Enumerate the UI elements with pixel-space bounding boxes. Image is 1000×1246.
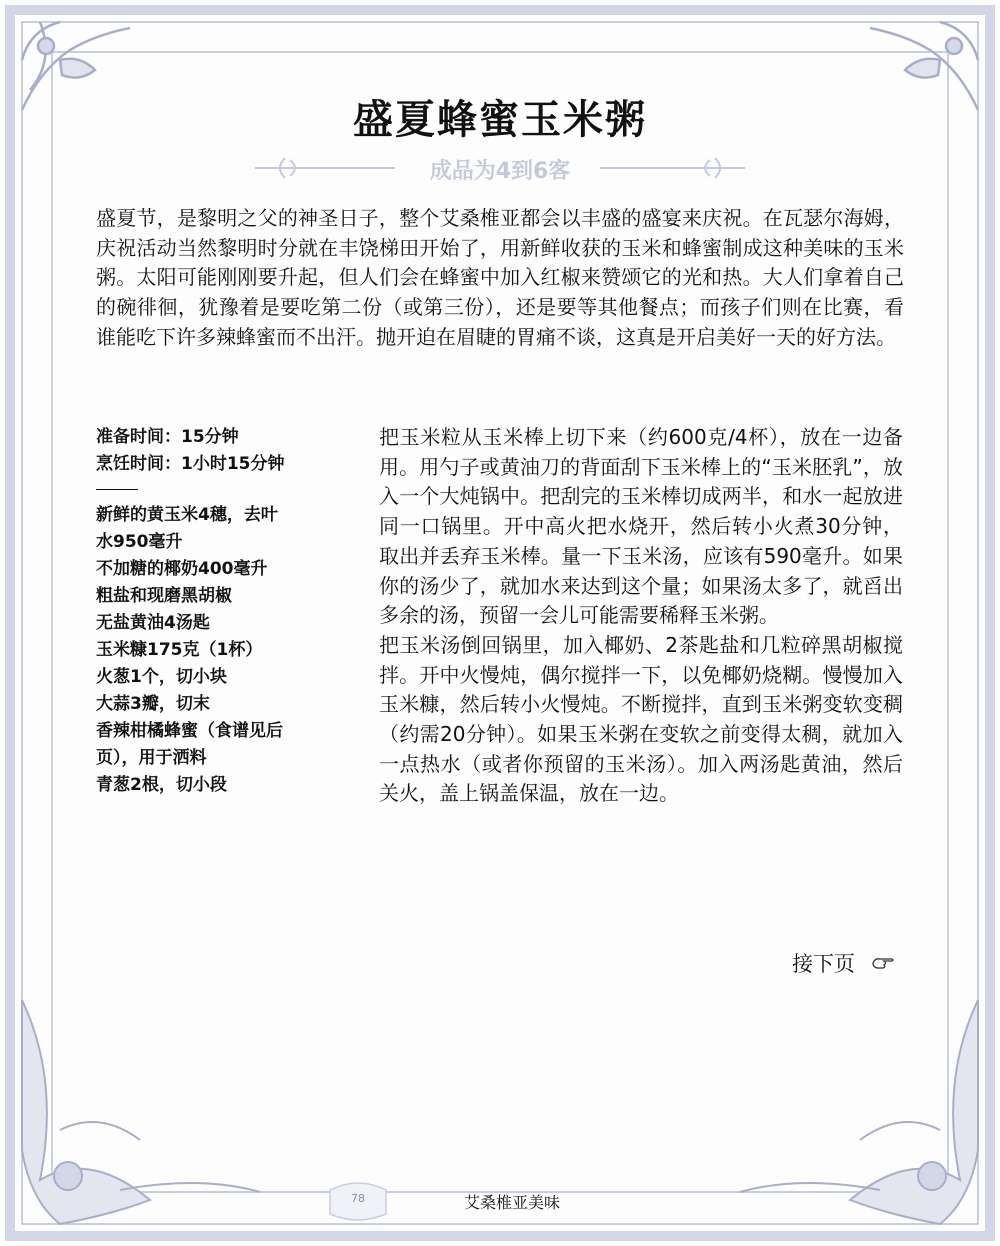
ingredient-item: 水950毫升 xyxy=(96,532,183,552)
book-title-footer: 艾桑椎亚美味 xyxy=(463,1193,560,1212)
ingredient-item: 玉米糠175克（1杯） xyxy=(96,640,263,660)
ingredient-item: 火葱1个，切小块 xyxy=(96,667,227,687)
instruction-step: 把玉米粒从玉米棒上切下来（约600克/4杯），放在一边备用。用勺子或黄油刀的背面刮下玉米棒上的“玉米胚乳”，放入一个大炖锅中。把刮完的玉米棒切成两半，和水一起放进同一口锅里。开中高火把水烧开，然后转小火煮30分钟，取出并丢弃玉米棒。量一下玉米汤，应该有590毫升。如果你的汤少了，就加水来达到这个量；如果汤太多了，就舀出多余的汤，预留一会儿可能需要稀释玉米粥。 xyxy=(379,425,903,628)
ingredient-item: 新鲜的黄玉米4穗，去叶 xyxy=(96,505,278,525)
ingredient-item: 大蒜3瓣，切末 xyxy=(96,694,210,714)
pointing-hand-icon xyxy=(871,954,895,972)
ingredient-item: 粗盐和现磨黑胡椒 xyxy=(96,586,232,606)
ingredient-item: 无盐黄油4汤匙 xyxy=(96,613,210,633)
continue-next-page-link[interactable] xyxy=(792,948,895,978)
ingredients-divider xyxy=(96,489,138,490)
continue-label: 接下页 xyxy=(792,952,855,976)
ingredient-item: 青葱2根，切小段 xyxy=(96,775,227,795)
instruction-step: 把玉米汤倒回锅里，加入椰奶、2茶匙盐和几粒碎黑胡椒搅拌。开中火慢炖，偶尔搅拌一下，以免椰奶烧糊。慢慢加入玉米糠，然后转小火慢炖。不断搅拌，直到玉米粥变软变稠（约需20分钟）。如果玉米粥在变软之前变得太稠，就加入一点热水（或者你预留的玉米汤）。加入两汤匙黄油，然后关火，盖上锅盖保温，放在一边。 xyxy=(379,632,903,806)
ingredient-item: 香辣柑橘蜂蜜（食谱见后页），用于洒料 xyxy=(96,721,283,768)
ingredients-column xyxy=(96,424,308,799)
page-number: 78 xyxy=(351,1192,365,1205)
corner-ornament-bottom-right xyxy=(740,1000,978,1224)
recipe-title: 盛夏蜂蜜玉米粥 xyxy=(353,97,647,143)
cook-time: 烹饪时间：1小时15分钟 xyxy=(96,454,285,474)
servings-text: 成品为4到6客 xyxy=(429,159,571,184)
ingredient-item: 不加糖的椰奶400毫升 xyxy=(96,559,268,579)
servings-row xyxy=(255,150,745,186)
intro-paragraph: 盛夏节，是黎明之父的神圣日子，整个艾桑椎亚都会以丰盛的盛宴来庆祝。在瓦瑟尔海姆，庆祝活动当然黎明时分就在丰饶梯田开始了，用新鲜收获的玉米和蜂蜜制成这种美味的玉米粥。太阳可能刚刚要升起，但人们会在蜂蜜中加入红椒来赞颂它的光和热。大人们拿着自己的碗徘徊，犹豫着是要吃第二份（或第三份），还是要等其他餐点；而孩子们则在比赛，看谁能吃下许多辣蜂蜜而不出汗。抛开迫在眉睫的胃痛不谈，这真是开启美好一天的好方法。 xyxy=(96,206,904,349)
instructions-column xyxy=(379,423,903,809)
corner-ornament-bottom-left xyxy=(22,1000,260,1224)
prep-time: 准备时间：15分钟 xyxy=(96,427,239,447)
